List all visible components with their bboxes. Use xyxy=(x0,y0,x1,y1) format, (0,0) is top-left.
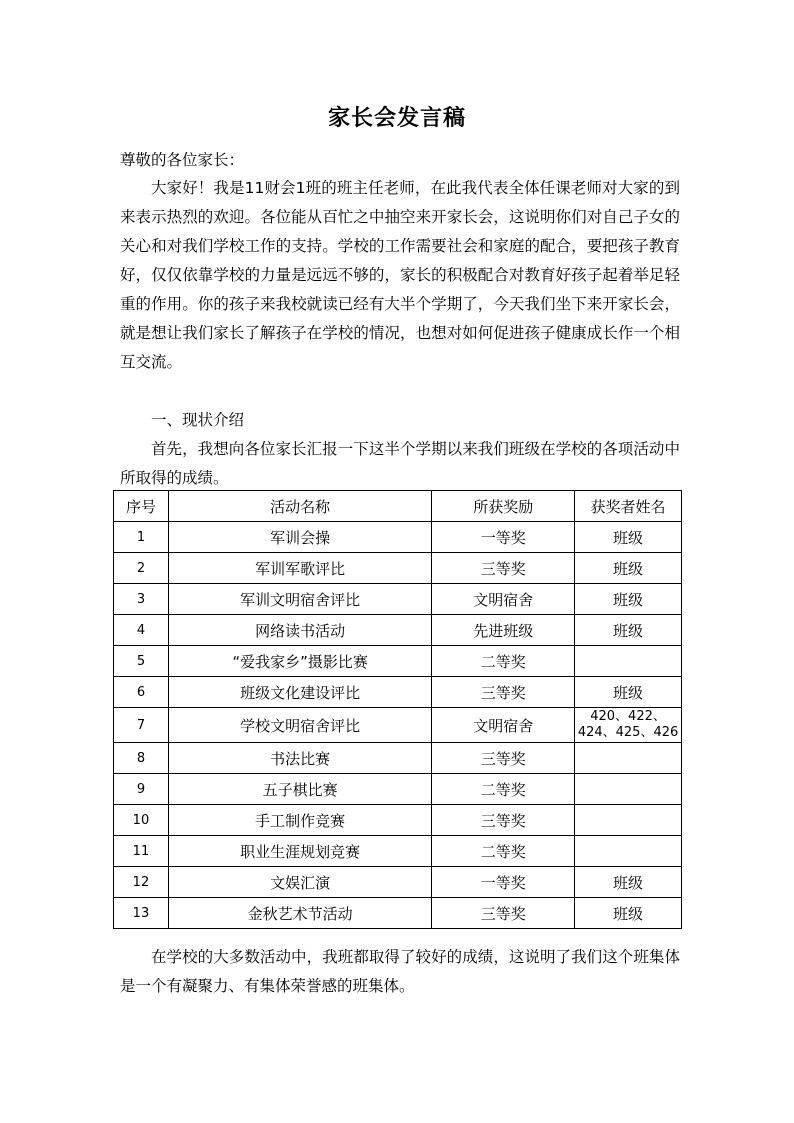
row-number: 11 xyxy=(114,836,169,867)
paragraph-intro: 大家好！我是11财会1班的班主任老师，在此我代表全体任课老师对大家的到来表示热烈的欢迎。各位能从百忙之中抽空来开家长会，这说明你们对自己子女的关心和对我们学校工作的支持。学校的工作需要社会和家庭的配合，要把孩子教育好，仅仅依靠学校的力量是远远不够的，家长的积极配合对教育好孩子起着举足轻重的作用。你的孩子来我校就读已经有大半个学期了，今天我们坐下来开家长会，就是想让我们家长了解孩子在学校的情况，也想对如何促进孩子健康成长作一个相互交流。 xyxy=(120,179,680,371)
row-activity: 职业生涯规划竞赛 xyxy=(168,836,432,867)
row-winner: 班级 xyxy=(575,584,682,615)
row-number: 8 xyxy=(114,743,169,774)
row-award: 文明宿舍 xyxy=(432,708,575,743)
row-number: 7 xyxy=(114,708,169,743)
row-award: 三等奖 xyxy=(432,553,575,584)
paragraph-report: 首先，我想向各位家长汇报一下这半个学期以来我们班级在学校的各项活动中所取得的成绩。 xyxy=(120,440,680,487)
awards-table xyxy=(113,490,682,929)
table-row xyxy=(114,584,682,615)
table-row xyxy=(114,708,682,743)
row-award: 三等奖 xyxy=(432,898,575,929)
table-row xyxy=(114,677,682,708)
row-winner: 班级 xyxy=(575,615,682,646)
row-winner xyxy=(575,743,682,774)
row-award: 二等奖 xyxy=(432,836,575,867)
table-row xyxy=(114,898,682,929)
section-heading: 一、现状介绍 xyxy=(151,411,245,429)
row-number: 9 xyxy=(114,774,169,805)
row-winner: 420、422、424、425、426 xyxy=(575,708,682,743)
header-winner: 获奖者姓名 xyxy=(575,491,682,522)
header-activity: 活动名称 xyxy=(168,491,432,522)
row-activity: 金秋艺术节活动 xyxy=(168,898,432,929)
table-row xyxy=(114,553,682,584)
row-number: 10 xyxy=(114,805,169,836)
row-number: 2 xyxy=(114,553,169,584)
row-winner xyxy=(575,805,682,836)
document-title: 家长会发言稿 xyxy=(327,106,466,131)
row-award: 一等奖 xyxy=(432,867,575,898)
row-winner: 班级 xyxy=(575,522,682,553)
row-activity: 军训文明宿舍评比 xyxy=(168,584,432,615)
header-award: 所获奖励 xyxy=(432,491,575,522)
row-award: 三等奖 xyxy=(432,677,575,708)
table-row xyxy=(114,646,682,677)
table-row xyxy=(114,867,682,898)
row-activity: 学校文明宿舍评比 xyxy=(168,708,432,743)
row-number: 5 xyxy=(114,646,169,677)
row-activity: 军训军歌评比 xyxy=(168,553,432,584)
row-number: 6 xyxy=(114,677,169,708)
row-number: 4 xyxy=(114,615,169,646)
row-activity: 五子棋比赛 xyxy=(168,774,432,805)
row-award: 二等奖 xyxy=(432,774,575,805)
paragraph-conclusion: 在学校的大多数活动中，我班都取得了较好的成绩，这说明了我们这个班集体是一个有凝聚力、有集体荣誉感的班集体。 xyxy=(120,948,680,995)
row-winner xyxy=(575,646,682,677)
table-header-row xyxy=(114,491,682,522)
row-activity: 网络读书活动 xyxy=(168,615,432,646)
row-activity: 书法比赛 xyxy=(168,743,432,774)
header-number: 序号 xyxy=(114,491,169,522)
row-winner xyxy=(575,836,682,867)
row-winner: 班级 xyxy=(575,553,682,584)
greeting: 尊敬的各位家长： xyxy=(120,151,245,169)
row-number: 13 xyxy=(114,898,169,929)
row-award: 一等奖 xyxy=(432,522,575,553)
table-row xyxy=(114,836,682,867)
row-activity: 班级文化建设评比 xyxy=(168,677,432,708)
row-number: 12 xyxy=(114,867,169,898)
table-row xyxy=(114,805,682,836)
row-number: 3 xyxy=(114,584,169,615)
row-activity: 军训会操 xyxy=(168,522,432,553)
row-award: 三等奖 xyxy=(432,805,575,836)
table-row xyxy=(114,743,682,774)
row-activity: 文娱汇演 xyxy=(168,867,432,898)
row-award: 先进班级 xyxy=(432,615,575,646)
row-winner: 班级 xyxy=(575,898,682,929)
table-row xyxy=(114,615,682,646)
table-row xyxy=(114,522,682,553)
row-award: 二等奖 xyxy=(432,646,575,677)
table-row xyxy=(114,774,682,805)
row-winner: 班级 xyxy=(575,677,682,708)
row-award: 文明宿舍 xyxy=(432,584,575,615)
row-activity: “爱我家乡”摄影比赛 xyxy=(168,646,432,677)
row-winner xyxy=(575,774,682,805)
row-number: 1 xyxy=(114,522,169,553)
row-award: 三等奖 xyxy=(432,743,575,774)
row-activity: 手工制作竞赛 xyxy=(168,805,432,836)
row-winner: 班级 xyxy=(575,867,682,898)
